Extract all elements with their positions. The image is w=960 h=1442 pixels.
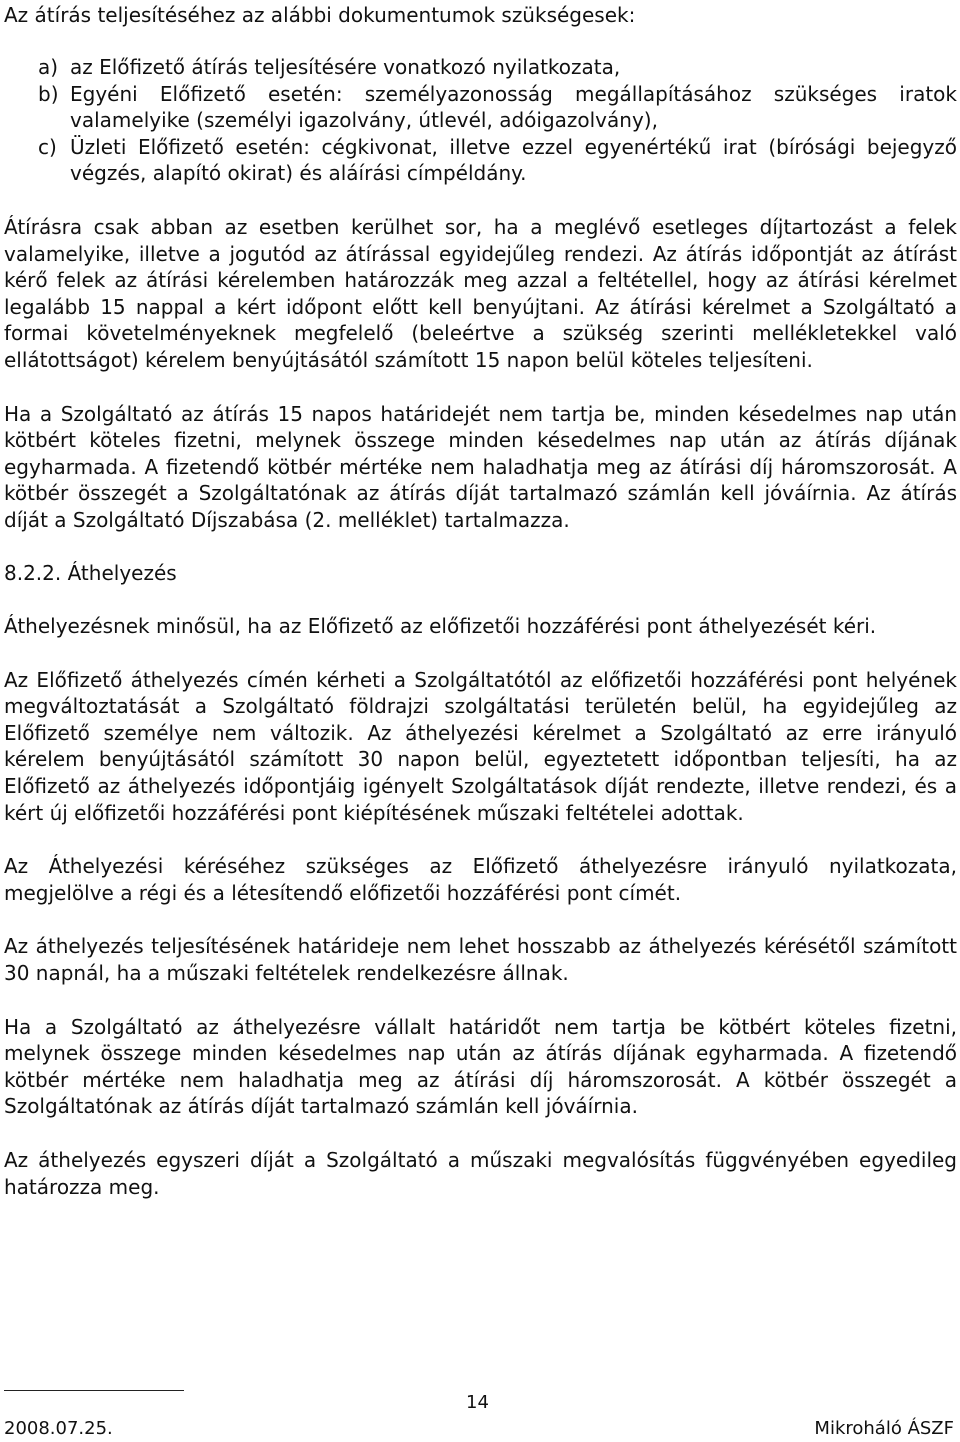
list-marker: a)	[38, 55, 59, 79]
list-marker: b)	[38, 81, 59, 106]
footer-divider	[4, 1390, 184, 1391]
list-item	[4, 81, 957, 134]
list-item	[4, 134, 957, 187]
paragraph-transfer-penalty: Ha a Szolgáltató az átírás 15 napos határidejét nem tartja be, minden késedelmes nap után kötbért köteles fizetni, melynek összege minden késedelmes nap után az átírás díjának egyharmada. A fizetendő kötbér mértéke nem haladhatja meg az átírási díj háromszorosát. A kötbér összegét a Szolgáltatónak az átírás díját tartalmazó számlán kell jóváírnia. Az átírás díját a Szolgáltató Díjszabása (2. melléklet) tartalmazza.	[4, 401, 957, 532]
footer-organization: Mikroháló ÁSZF	[814, 1418, 954, 1439]
list-marker: c)	[38, 134, 57, 159]
requirements-intro: Az átírás teljesítéséhez az alábbi dokumentumok szükségesek:	[4, 3, 636, 27]
footer-date: 2008.07.25.	[4, 1418, 113, 1439]
list-item-text: az Előfizető átírás teljesítésére vonatkozó nyilatkozata,	[70, 55, 621, 79]
section-heading: 8.2.2. Áthelyezés	[4, 560, 177, 585]
paragraph-relocation-penalty: Ha a Szolgáltató az áthelyezésre vállalt határidőt nem tartja be kötbért köteles fizetni, melynek összege minden késedelmes nap után az átírás díjának egyharmada. A fizetendő kötbér mértéke nem haladhatja meg az átírási díj háromszorosát. A kötbér összegét a Szolgáltatónak az átírás díját tartalmazó számlán kell jóváírnia.	[4, 1014, 957, 1119]
list-item-text: Egyéni Előfizető esetén: személyazonosság megállapításához szükséges iratok valamelyike (személyi igazolvány, útlevél, adóigazolvány),	[70, 81, 957, 133]
list-item	[4, 54, 957, 81]
page-number: 14	[466, 1392, 489, 1413]
paragraph-relocation-request: Az Előfizető áthelyezés címén kérheti a Szolgáltatótól az előfizetői hozzáférési pont helyének megváltoztatását a Szolgáltató földrajzi szolgáltatási területén belül, ha egyidejűleg az Előfizető személye nem változik. Az áthelyezési kérelmet a Szolgáltató az erre irányuló kérelem benyújtásától számított 30 napon belül, egyeztetett időpontban teljesíti, ha az Előfizető az áthelyezés időpontjáig igényelt Szolgáltatások díját rendezte, illetve rendezi, és a kért új előfizetői hozzáférési pont kiépítésének műszaki feltételei adottak.	[4, 667, 957, 825]
paragraph-relocation-documents: Az Áthelyezési kéréséhez szükséges az Előfizető áthelyezésre irányuló nyilatkozata, megjelölve a régi és a létesítendő előfizetői hozzáférési pont címét.	[4, 854, 957, 905]
requirements-list	[4, 54, 957, 187]
paragraph-relocation-definition: Áthelyezésnek minősül, ha az Előfizető az előfizetői hozzáférési pont áthelyezését kéri.	[4, 614, 877, 639]
paragraph-relocation-deadline: Az áthelyezés teljesítésének határideje nem lehet hosszabb az áthelyezés kérésétől számított 30 napnál, ha a műszaki feltételek rendelkezésre állnak.	[4, 934, 957, 986]
paragraph-transfer-conditions: Átírásra csak abban az esetben kerülhet sor, ha a meglévő esetleges díjtartozást a felek valamelyike, illetve a jogutód az átírással egyidejűleg rendezi. Az átírás időpontját az átírást kérő felek az átírási kérelemben határozzák meg azzal a feltétellel, hogy az átírási kérelmet legalább 15 nappal a kért időpont előtt kell benyújtani. Az átírási kérelmet a Szolgáltató a formai követelményeknek megfelelő (beleértve a szükség szerinti mellékletekkel való ellátottságot) kérelem benyújtásától számított 15 napon belül köteles teljesíteni.	[4, 214, 957, 372]
document-page	[4, 0, 957, 1200]
list-item-text: Üzleti Előfizető esetén: cégkivonat, illetve ezzel egyenértékű irat (bírósági bejegyző végzés, alapító okirat) és aláírási címpéldány.	[70, 134, 957, 186]
paragraph-relocation-fee: Az áthelyezés egyszeri díját a Szolgáltató a műszaki megvalósítás függvényében egyedileg határozza meg.	[4, 1148, 957, 1199]
